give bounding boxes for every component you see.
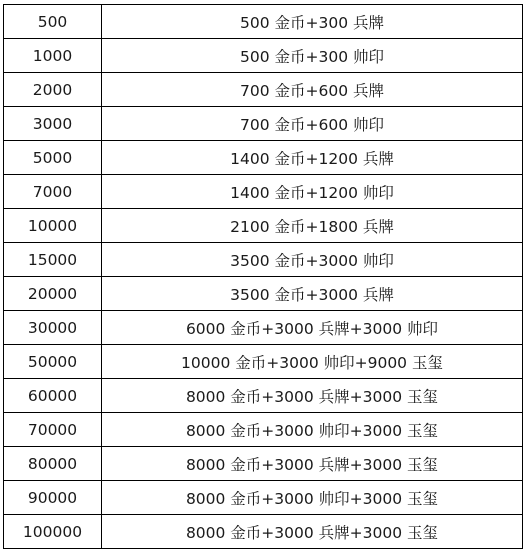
reward-cell: 8000 金币+3000 帅印+3000 玉玺 — [102, 413, 523, 447]
reward-table — [3, 4, 523, 549]
amount-cell: 100000 — [4, 515, 102, 549]
amount-cell: 60000 — [4, 379, 102, 413]
table-row — [4, 107, 523, 141]
reward-cell: 700 金币+600 兵牌 — [102, 73, 523, 107]
reward-cell: 8000 金币+3000 兵牌+3000 玉玺 — [102, 447, 523, 481]
amount-cell: 7000 — [4, 175, 102, 209]
reward-cell: 8000 金币+3000 兵牌+3000 玉玺 — [102, 515, 523, 549]
reward-cell: 10000 金币+3000 帅印+9000 玉玺 — [102, 345, 523, 379]
reward-table-body — [4, 5, 523, 549]
reward-cell: 700 金币+600 帅印 — [102, 107, 523, 141]
table-row — [4, 345, 523, 379]
table-row — [4, 141, 523, 175]
reward-cell: 500 金币+300 帅印 — [102, 39, 523, 73]
table-row — [4, 39, 523, 73]
table-row — [4, 277, 523, 311]
amount-cell: 30000 — [4, 311, 102, 345]
reward-cell: 500 金币+300 兵牌 — [102, 5, 523, 39]
amount-cell: 500 — [4, 5, 102, 39]
table-row — [4, 175, 523, 209]
amount-cell: 70000 — [4, 413, 102, 447]
table-row — [4, 413, 523, 447]
amount-cell: 20000 — [4, 277, 102, 311]
reward-cell: 8000 金币+3000 帅印+3000 玉玺 — [102, 481, 523, 515]
table-row — [4, 379, 523, 413]
table-row — [4, 311, 523, 345]
amount-cell: 5000 — [4, 141, 102, 175]
table-row — [4, 73, 523, 107]
reward-cell: 3500 金币+3000 帅印 — [102, 243, 523, 277]
reward-cell: 1400 金币+1200 兵牌 — [102, 141, 523, 175]
amount-cell: 1000 — [4, 39, 102, 73]
table-row — [4, 481, 523, 515]
amount-cell: 50000 — [4, 345, 102, 379]
reward-cell: 6000 金币+3000 兵牌+3000 帅印 — [102, 311, 523, 345]
amount-cell: 15000 — [4, 243, 102, 277]
amount-cell: 2000 — [4, 73, 102, 107]
amount-cell: 80000 — [4, 447, 102, 481]
amount-cell: 3000 — [4, 107, 102, 141]
reward-cell: 2100 金币+1800 兵牌 — [102, 209, 523, 243]
table-row — [4, 209, 523, 243]
amount-cell: 10000 — [4, 209, 102, 243]
reward-cell: 8000 金币+3000 兵牌+3000 玉玺 — [102, 379, 523, 413]
reward-cell: 1400 金币+1200 帅印 — [102, 175, 523, 209]
table-row — [4, 447, 523, 481]
table-row — [4, 243, 523, 277]
table-row — [4, 5, 523, 39]
reward-cell: 3500 金币+3000 兵牌 — [102, 277, 523, 311]
table-row — [4, 515, 523, 549]
amount-cell: 90000 — [4, 481, 102, 515]
